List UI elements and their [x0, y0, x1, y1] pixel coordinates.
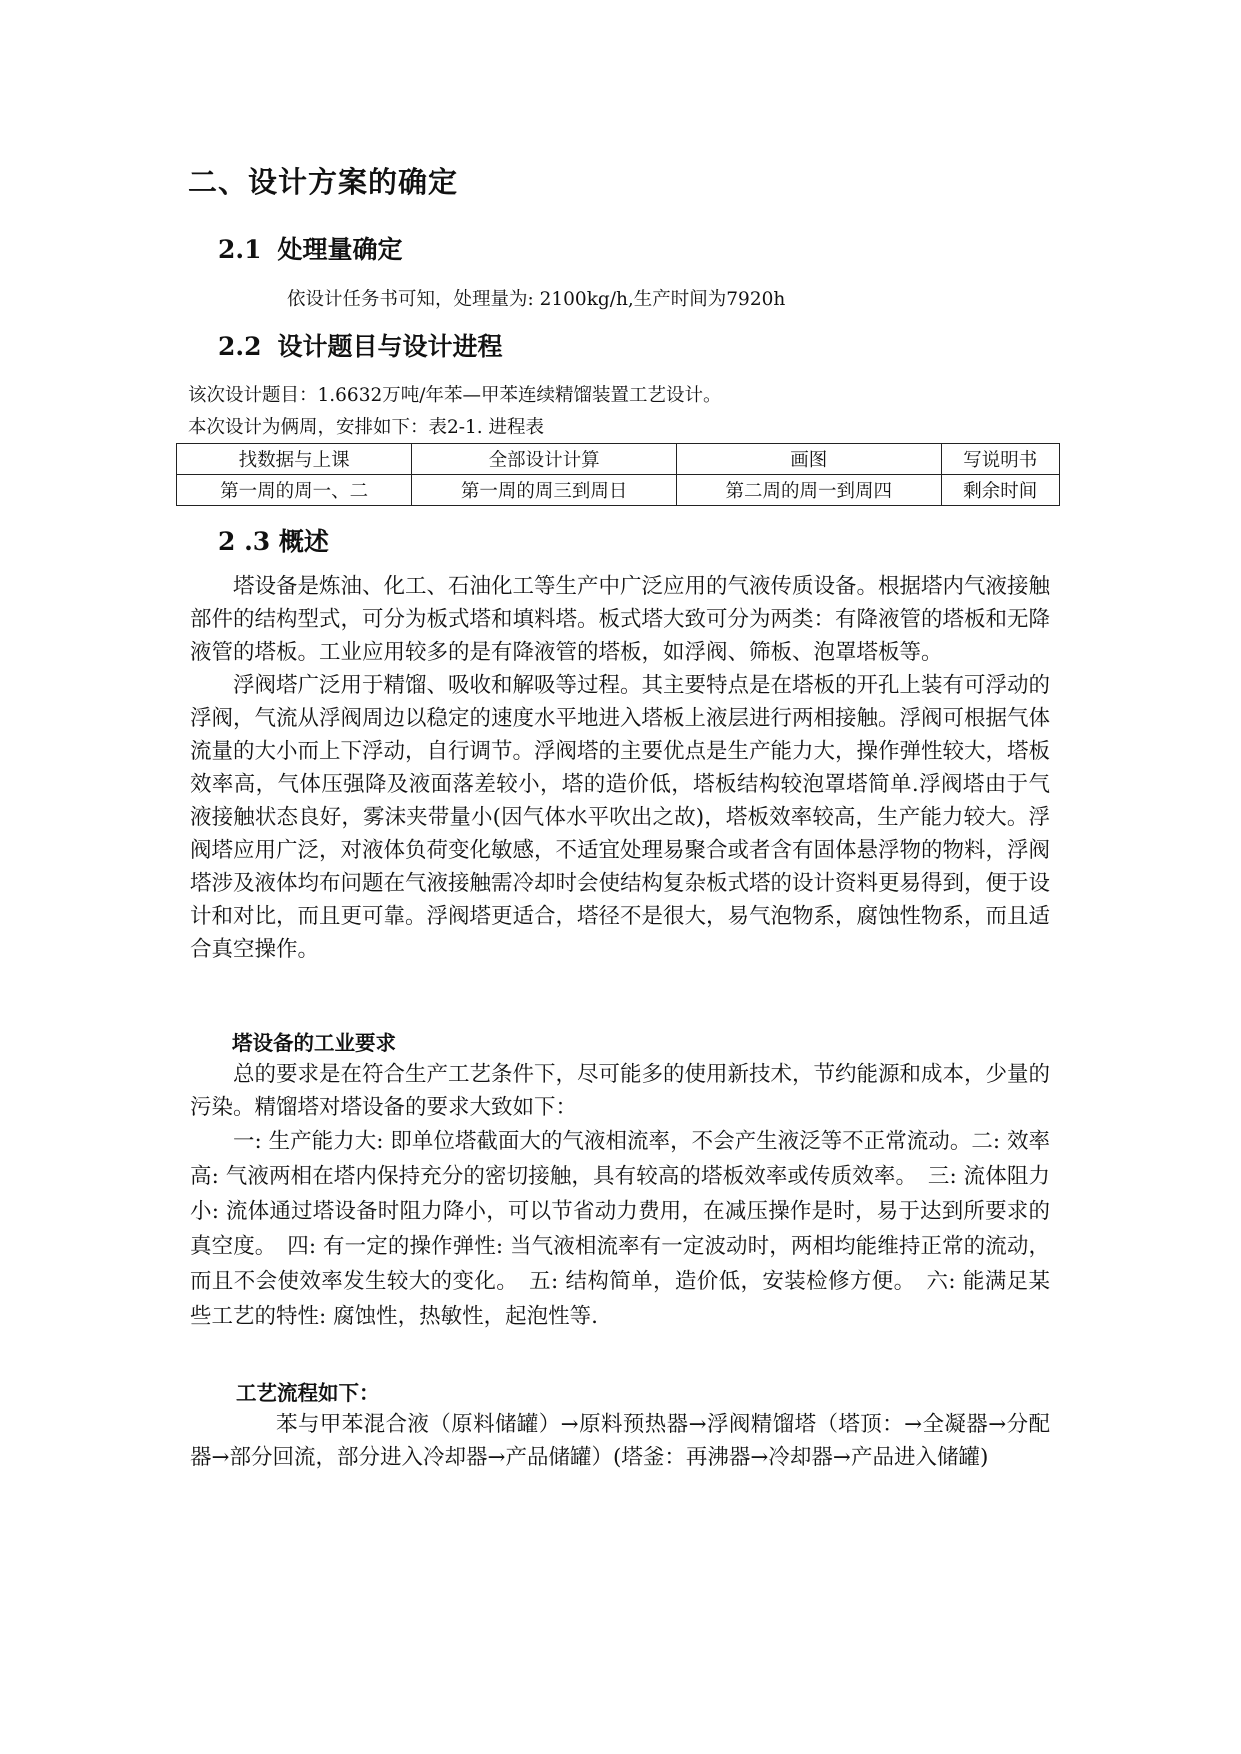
- paragraph-general-requirements: 总的要求是在符合生产工艺条件下，尽可能多的使用新技术，节约能源和成本，少量的污染。精馏塔对塔设备的要求大致如下：: [190, 1062, 1051, 1120]
- schedule-table: [176, 443, 1060, 506]
- table-cell: 剩余时间: [941, 475, 1059, 506]
- table-header-row: [177, 444, 1060, 475]
- table-cell: 第一周的周三到周日: [412, 475, 677, 506]
- paragraph-valve-tower: 浮阀塔广泛用于精馏、吸收和解吸等过程。其主要特点是在塔板的开孔上装有可浮动的浮阀，气流从浮阀周边以稳定的速度水平地进入塔板上液层进行两相接触。浮阀可根据气体流量的大小而上下浮动，自行调节。浮阀塔的主要优点是生产能力大，操作弹性较大，塔板效率高，气体压强降及液面落差较小，塔的造价低，塔板结构较泡罩塔简单.浮阀塔由于气液接触状态良好，雾沫夹带量小(因气体水平吹出之故)，塔板效率较高，生产能力较大。浮阀塔应用广泛，对液体负荷变化敏感，不适宜处理易聚合或者含有固体悬浮物的物料，浮阀塔涉及液体均布问题在气液接触需冷却时会使结构复杂板式塔的设计资料更易得到，便于设计和对比，而且更可靠。浮阀塔更适合，塔径不是很大，易气泡物系，腐蚀性物系，而且适合真空操作。: [190, 673, 1051, 962]
- heading-2-2: [218, 327, 503, 363]
- heading-2-1-title: 处理量确定: [277, 235, 403, 264]
- heading-2-2-number: 2.2: [218, 332, 262, 361]
- table-header-cell: 画图: [676, 444, 941, 475]
- table-header-cell: 写说明书: [941, 444, 1059, 475]
- table-cell: 第二周的周一到周四: [676, 475, 941, 506]
- process-flow-paragraph-wrap: [190, 1408, 1050, 1474]
- heading-2-3: 2 .3 概述: [218, 527, 329, 556]
- table-header-cell: 全部设计计算: [412, 444, 677, 475]
- design-topic-text: 该次设计题目：1.6632万吨/年苯—甲苯连续精馏装置工艺设计。: [188, 385, 722, 406]
- heading-2-1-number: 2.1: [218, 235, 262, 264]
- paragraph-tower-types: 塔设备是炼油、化工、石油化工等生产中广泛应用的气液传质设备。根据塔内气液接触部件的结构型式，可分为板式塔和填料塔。板式塔大致可分为两类：有降液管的塔板和无降液管的塔板。工业应用较多的是有降液管的塔板，如浮阀、筛板、泡罩塔板等。: [190, 574, 1051, 665]
- table-row: [177, 475, 1060, 506]
- heading-2-1: [218, 230, 403, 266]
- requirements-paragraphs: [190, 1058, 1050, 1334]
- industrial-requirements-heading: 塔设备的工业要求: [232, 1031, 396, 1055]
- throughput-text: 依设计任务书可知，处理量为: 2100kg/h,生产时间为7920h: [287, 289, 786, 310]
- table-header-cell: 找数据与上课: [177, 444, 412, 475]
- overview-paragraphs: [190, 570, 1050, 966]
- heading-2-2-title: 设计题目与设计进程: [277, 332, 503, 361]
- section-title: 二、设计方案的确定: [188, 165, 459, 199]
- table-cell: 第一周的周一、二: [177, 475, 412, 506]
- paragraph-requirement-list: 一: 生产能力大: 即单位塔截面大的气液相流率，不会产生液泛等不正常流动。二: 效率高: 气液两相在塔内保持充分的密切接触，具有较高的塔板效率或传质效率。 三: 流体阻力小: 流体通过塔设备时阻力降小，可以节省动力费用，在减压操作是时，易于达到所要求的真空度。 四: 有一定的操作弹性: 当气液相流率有一定波动时，两相均能维持正常的流动，而且不会使效率发生较大的变化。 五: 结构简单，造价低，安装检修方便。 六: 能满足某些工艺的特性: 腐蚀性，热敏性，起泡性等.: [190, 1129, 1050, 1329]
- paragraph-process-flow: 苯与甲苯混合液（原料储罐）→原料预热器→浮阀精馏塔（塔顶：→全凝器→分配器→部分回流，部分进入冷却器→产品储罐）(塔釜：再沸器→冷却器→产品进入储罐): [190, 1412, 1050, 1470]
- process-flow-heading: 工艺流程如下：: [236, 1381, 380, 1405]
- schedule-intro-text: 本次设计为俩周，安排如下：表2-1. 进程表: [188, 417, 545, 438]
